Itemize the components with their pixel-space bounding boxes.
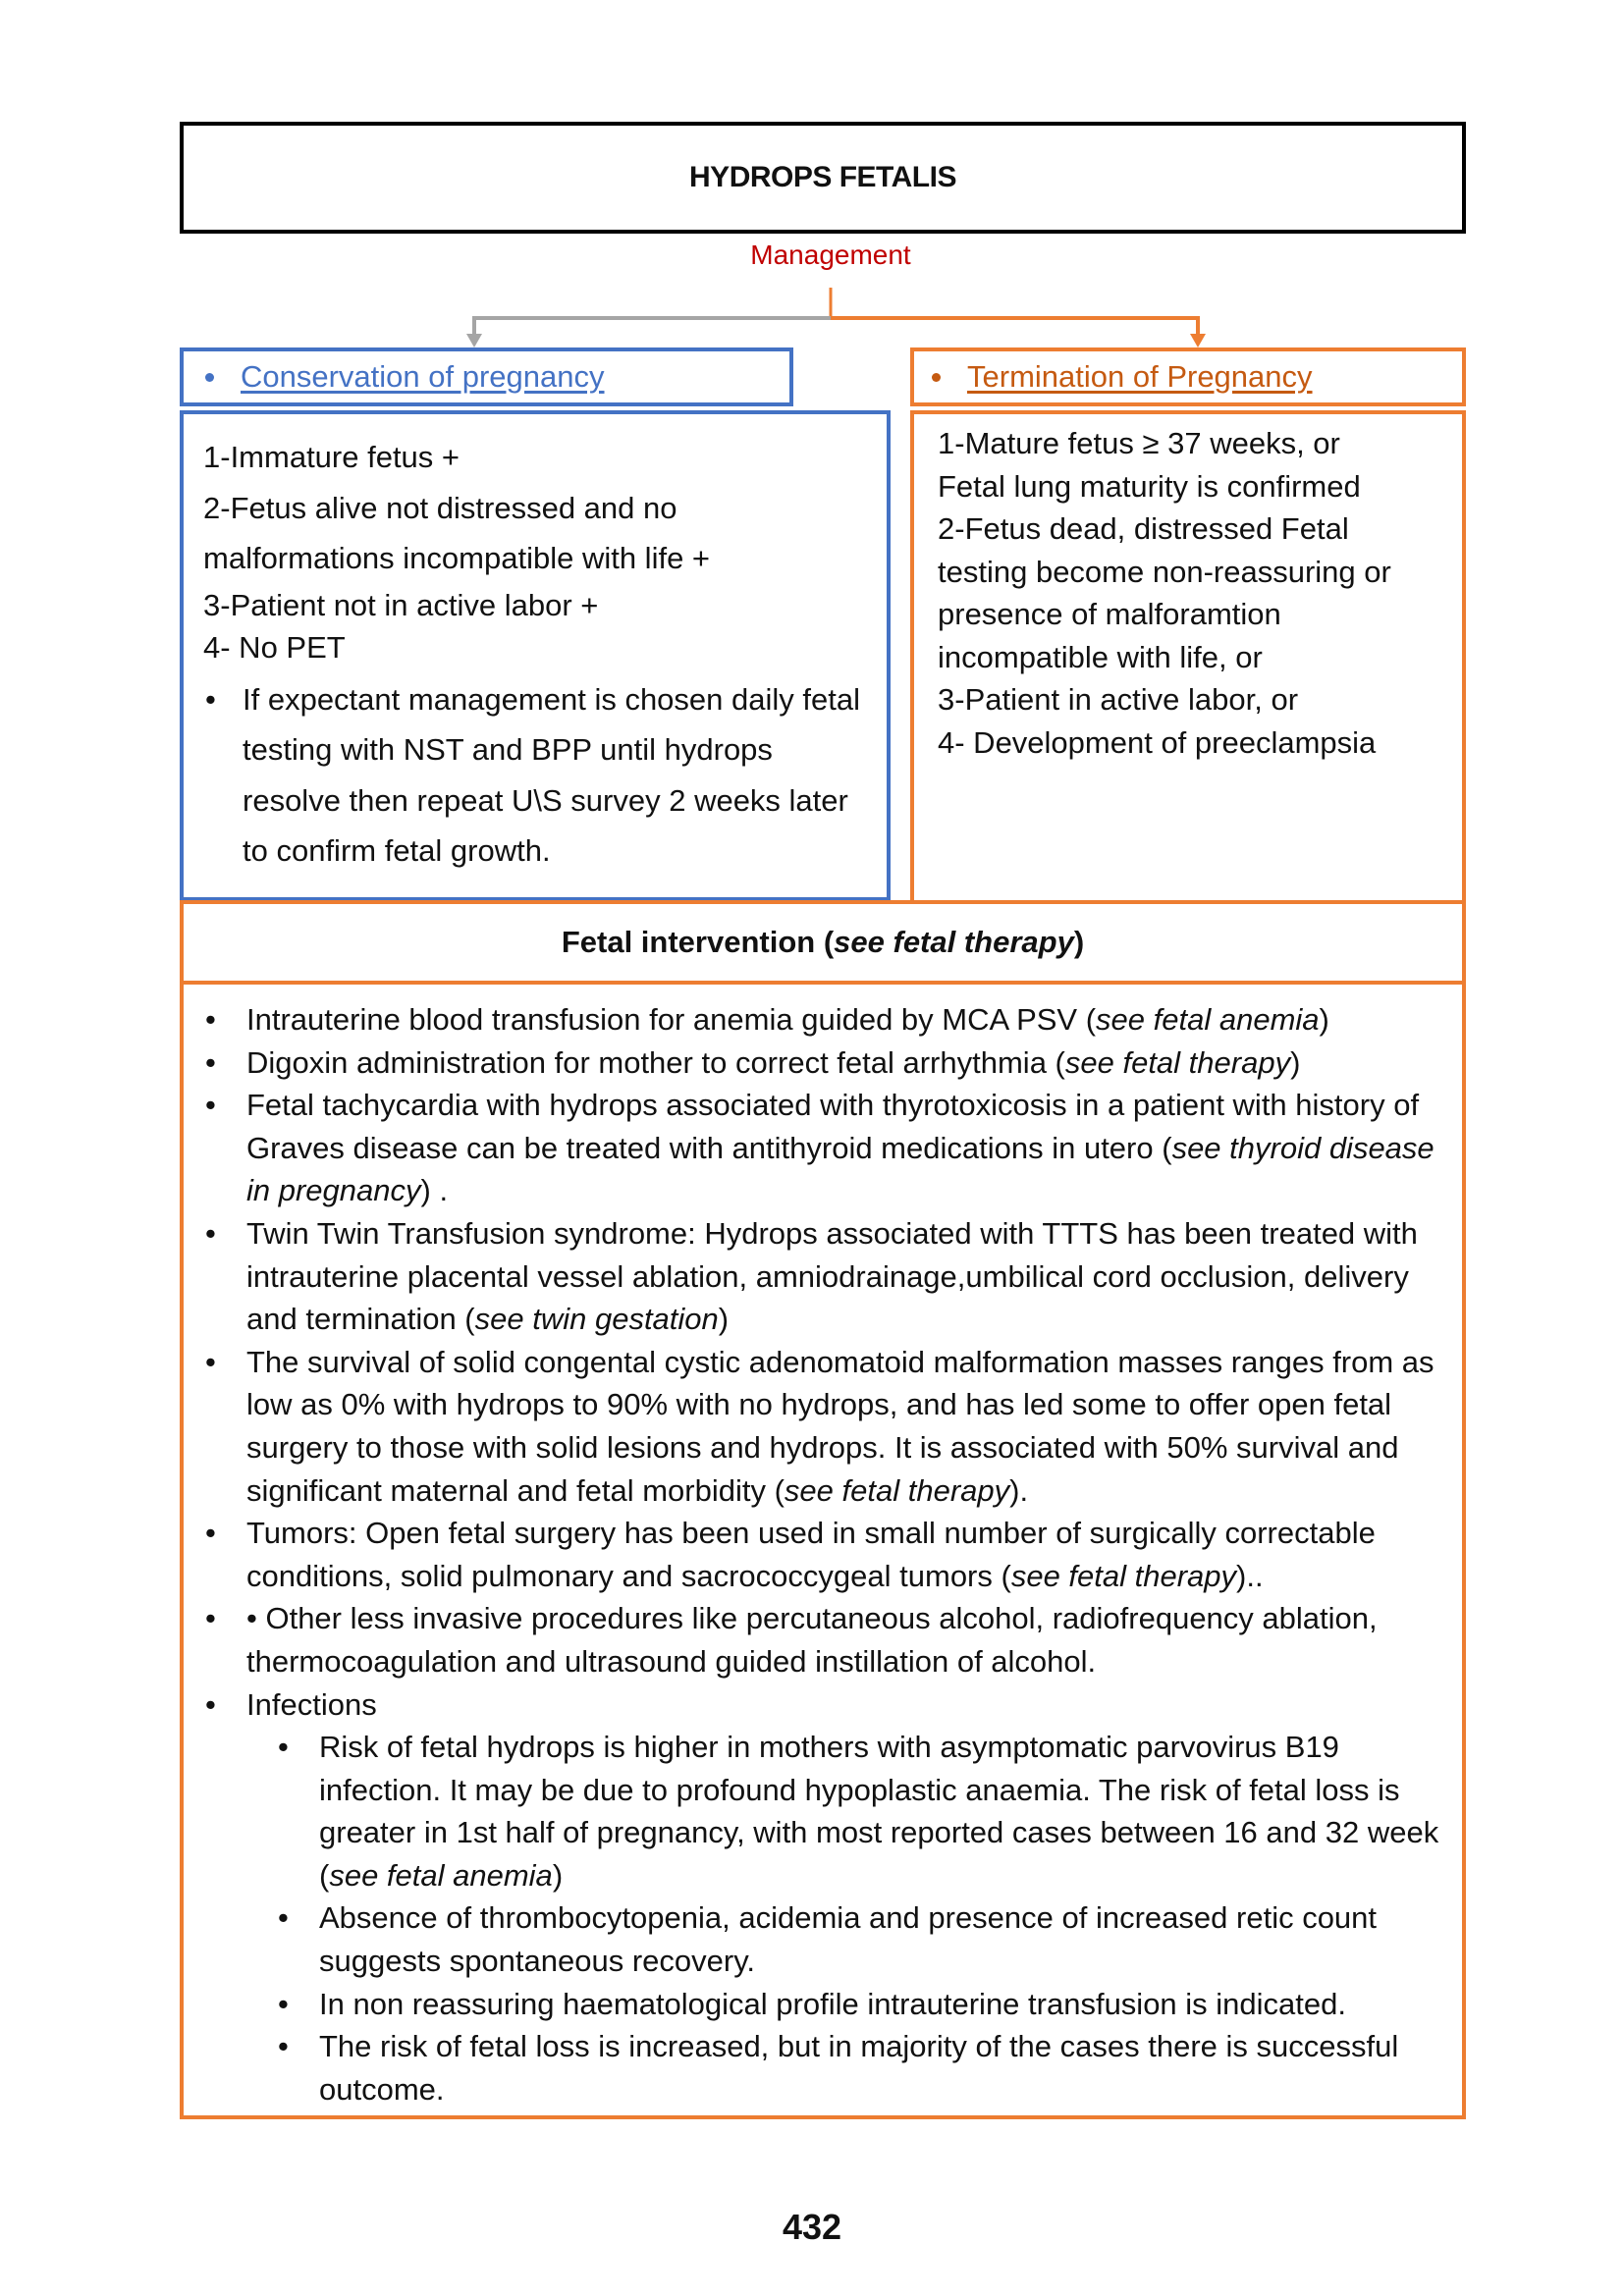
item-text: • Other less invasive procedures like percutaneous alcohol, radiofrequency ablation, thermocoagulation and ultrasound guided instillation of alcohol. — [246, 1601, 1378, 1679]
item-text: Intrauterine blood transfusion for anemia guided by MCA PSV ( — [246, 1002, 1097, 1037]
criteria-line: 4- Development of preeclampsia — [938, 724, 1377, 760]
bullet-icon — [932, 373, 941, 382]
bullet-icon: • — [278, 1900, 289, 1936]
criteria-line: 3-Patient in active labor, or — [938, 682, 1299, 717]
arrow-down-icon — [466, 334, 482, 347]
item-end: ) — [552, 1857, 564, 1893]
page-number: 432 — [782, 2207, 842, 2247]
item-text: Fetal tachycardia with hydrops associated with thyrotoxicosis in a patient with history of Graves disease can be treated with antithyroid medications in utero ( — [246, 1088, 1420, 1165]
sub-list-item — [203, 1896, 1448, 1982]
item-text: Absence of thrombocytopenia, acidemia and presence of increased retic count suggests spontaneous recovery. — [319, 1900, 1378, 1979]
list-item — [203, 674, 871, 877]
criteria-line: testing become non-reassuring or — [938, 554, 1391, 589]
expectant-management-note: If expectant management is chosen daily fetal testing with NST and BPP until hydrops resolve then repeat U\S survey 2 weeks later to confirm fetal growth. — [243, 681, 860, 868]
criteria-line: 4- No PET — [203, 629, 346, 665]
conservation-link[interactable]: Conservation of pregnancy — [241, 359, 605, 394]
bullet-icon: • — [205, 1686, 216, 1722]
bullet-icon: • — [205, 1601, 216, 1636]
termination-header — [910, 347, 1466, 406]
list-item — [203, 1683, 1448, 1727]
item-text: Risk of fetal hydrops is higher in mothers with asymptomatic parvovirus B19 infection. It may be due to profound hypoplastic anaemia. The risk of fetal loss is greater in 1st half of pregnancy, with most reported cases between 16 and 32 week ( — [319, 1730, 1439, 1893]
item-end: ) . — [420, 1173, 449, 1208]
criteria-line: presence of malforamtion — [938, 597, 1281, 631]
item-ref: see fetal therapy — [1010, 1558, 1237, 1593]
item-text: Tumors: Open fetal surgery has been used in small number of surgically correctable conditions, solid pulmonary and sacrococcygeal tumors ( — [246, 1516, 1376, 1593]
termination-criteria — [910, 410, 1466, 901]
criteria-line: incompatible with life, or — [938, 639, 1263, 674]
criteria-line: Fetal lung maturity is confirmed — [938, 468, 1361, 504]
bullet-icon: • — [205, 1002, 216, 1037]
item-text: In non reassuring haematological profile intrauterine transfusion is indicated. — [319, 1986, 1346, 2021]
sub-list-item — [203, 1726, 1448, 1896]
item-ref: see fetal therapy — [784, 1472, 1010, 1508]
section-title-end: ) — [1073, 925, 1085, 959]
section-title-ref: see fetal therapy — [834, 925, 1074, 959]
management-label: Management — [750, 240, 911, 270]
list-item — [203, 1341, 1448, 1512]
list-item — [203, 1597, 1448, 1682]
item-ref: see fetal anemia — [1096, 1002, 1320, 1037]
item-end: ) — [1319, 1002, 1329, 1037]
criteria-line: 2-Fetus dead, distressed Fetal — [938, 511, 1349, 546]
bullet-icon: • — [205, 1088, 216, 1123]
termination-link[interactable]: Termination of Pregnancy — [967, 359, 1313, 394]
fetal-intervention-list — [180, 981, 1466, 2119]
bullet-icon: • — [205, 681, 216, 717]
item-text: The survival of solid congental cystic adenomatoid malformation masses ranges from as low as 0% with hydrops to 90% with no hydrops, and has led some to offer open fetal surgery to those with solid lesions and hydrops. It is associated with 50% survival and significant maternal and fetal morbidity ( — [246, 1344, 1435, 1508]
item-text: The risk of fetal loss is increased, but in majority of the cases there is successful outcome. — [319, 2029, 1399, 2107]
item-end: ).. — [1236, 1558, 1264, 1593]
conservation-criteria — [180, 410, 891, 901]
bullet-icon: • — [205, 1044, 216, 1080]
fetal-intervention-header — [180, 900, 1466, 985]
conservation-header — [180, 347, 793, 406]
criteria-line: 2-Fetus alive not distressed and no — [203, 490, 677, 525]
item-end: ) — [1290, 1044, 1301, 1080]
item-end: ). — [1009, 1472, 1029, 1508]
item-end: ) — [718, 1302, 730, 1337]
arrow-down-icon — [1190, 334, 1206, 347]
page-title: HYDROPS FETALIS — [689, 161, 956, 193]
item-text: Twin Twin Transfusion syndrome: Hydrops associated with TTTS has been treated with intrauterine placental vessel ablation, amniodrainage,umbilical cord occlusion, delivery and termination ( — [246, 1215, 1418, 1337]
list-item — [203, 1212, 1448, 1341]
bullet-icon — [205, 373, 214, 382]
list-item — [203, 998, 1448, 1041]
bullet-icon: • — [278, 1730, 289, 1765]
bullet-icon: • — [205, 1516, 216, 1551]
sub-list-item — [203, 2025, 1448, 2110]
bullet-icon: • — [278, 2029, 289, 2064]
criteria-line: 1-Mature fetus ≥ 37 weeks, or — [938, 426, 1340, 460]
item-text: Infections — [246, 1686, 377, 1722]
list-item — [203, 1041, 1448, 1085]
bullet-icon: • — [205, 1344, 216, 1379]
criteria-line: malformations incompatible with life + — [203, 541, 711, 575]
item-text: Digoxin administration for mother to correct fetal arrhythmia ( — [246, 1044, 1065, 1080]
item-ref: see thyroid disease in pregnancy — [246, 1130, 1435, 1208]
flow-connector — [0, 0, 1624, 353]
bullet-icon: • — [205, 1215, 216, 1251]
list-item — [203, 1512, 1448, 1597]
item-ref: see fetal therapy — [1064, 1044, 1291, 1080]
item-ref: see twin gestation — [474, 1302, 719, 1337]
bullet-icon: • — [278, 1986, 289, 2021]
criteria-line: 1-Immature fetus + — [203, 440, 460, 474]
section-title: Fetal intervention ( — [561, 925, 835, 959]
item-ref: see fetal anemia — [329, 1857, 553, 1893]
criteria-line: 3-Patient not in active labor + — [203, 587, 599, 622]
list-item — [203, 1084, 1448, 1212]
sub-list-item — [203, 1983, 1448, 2026]
